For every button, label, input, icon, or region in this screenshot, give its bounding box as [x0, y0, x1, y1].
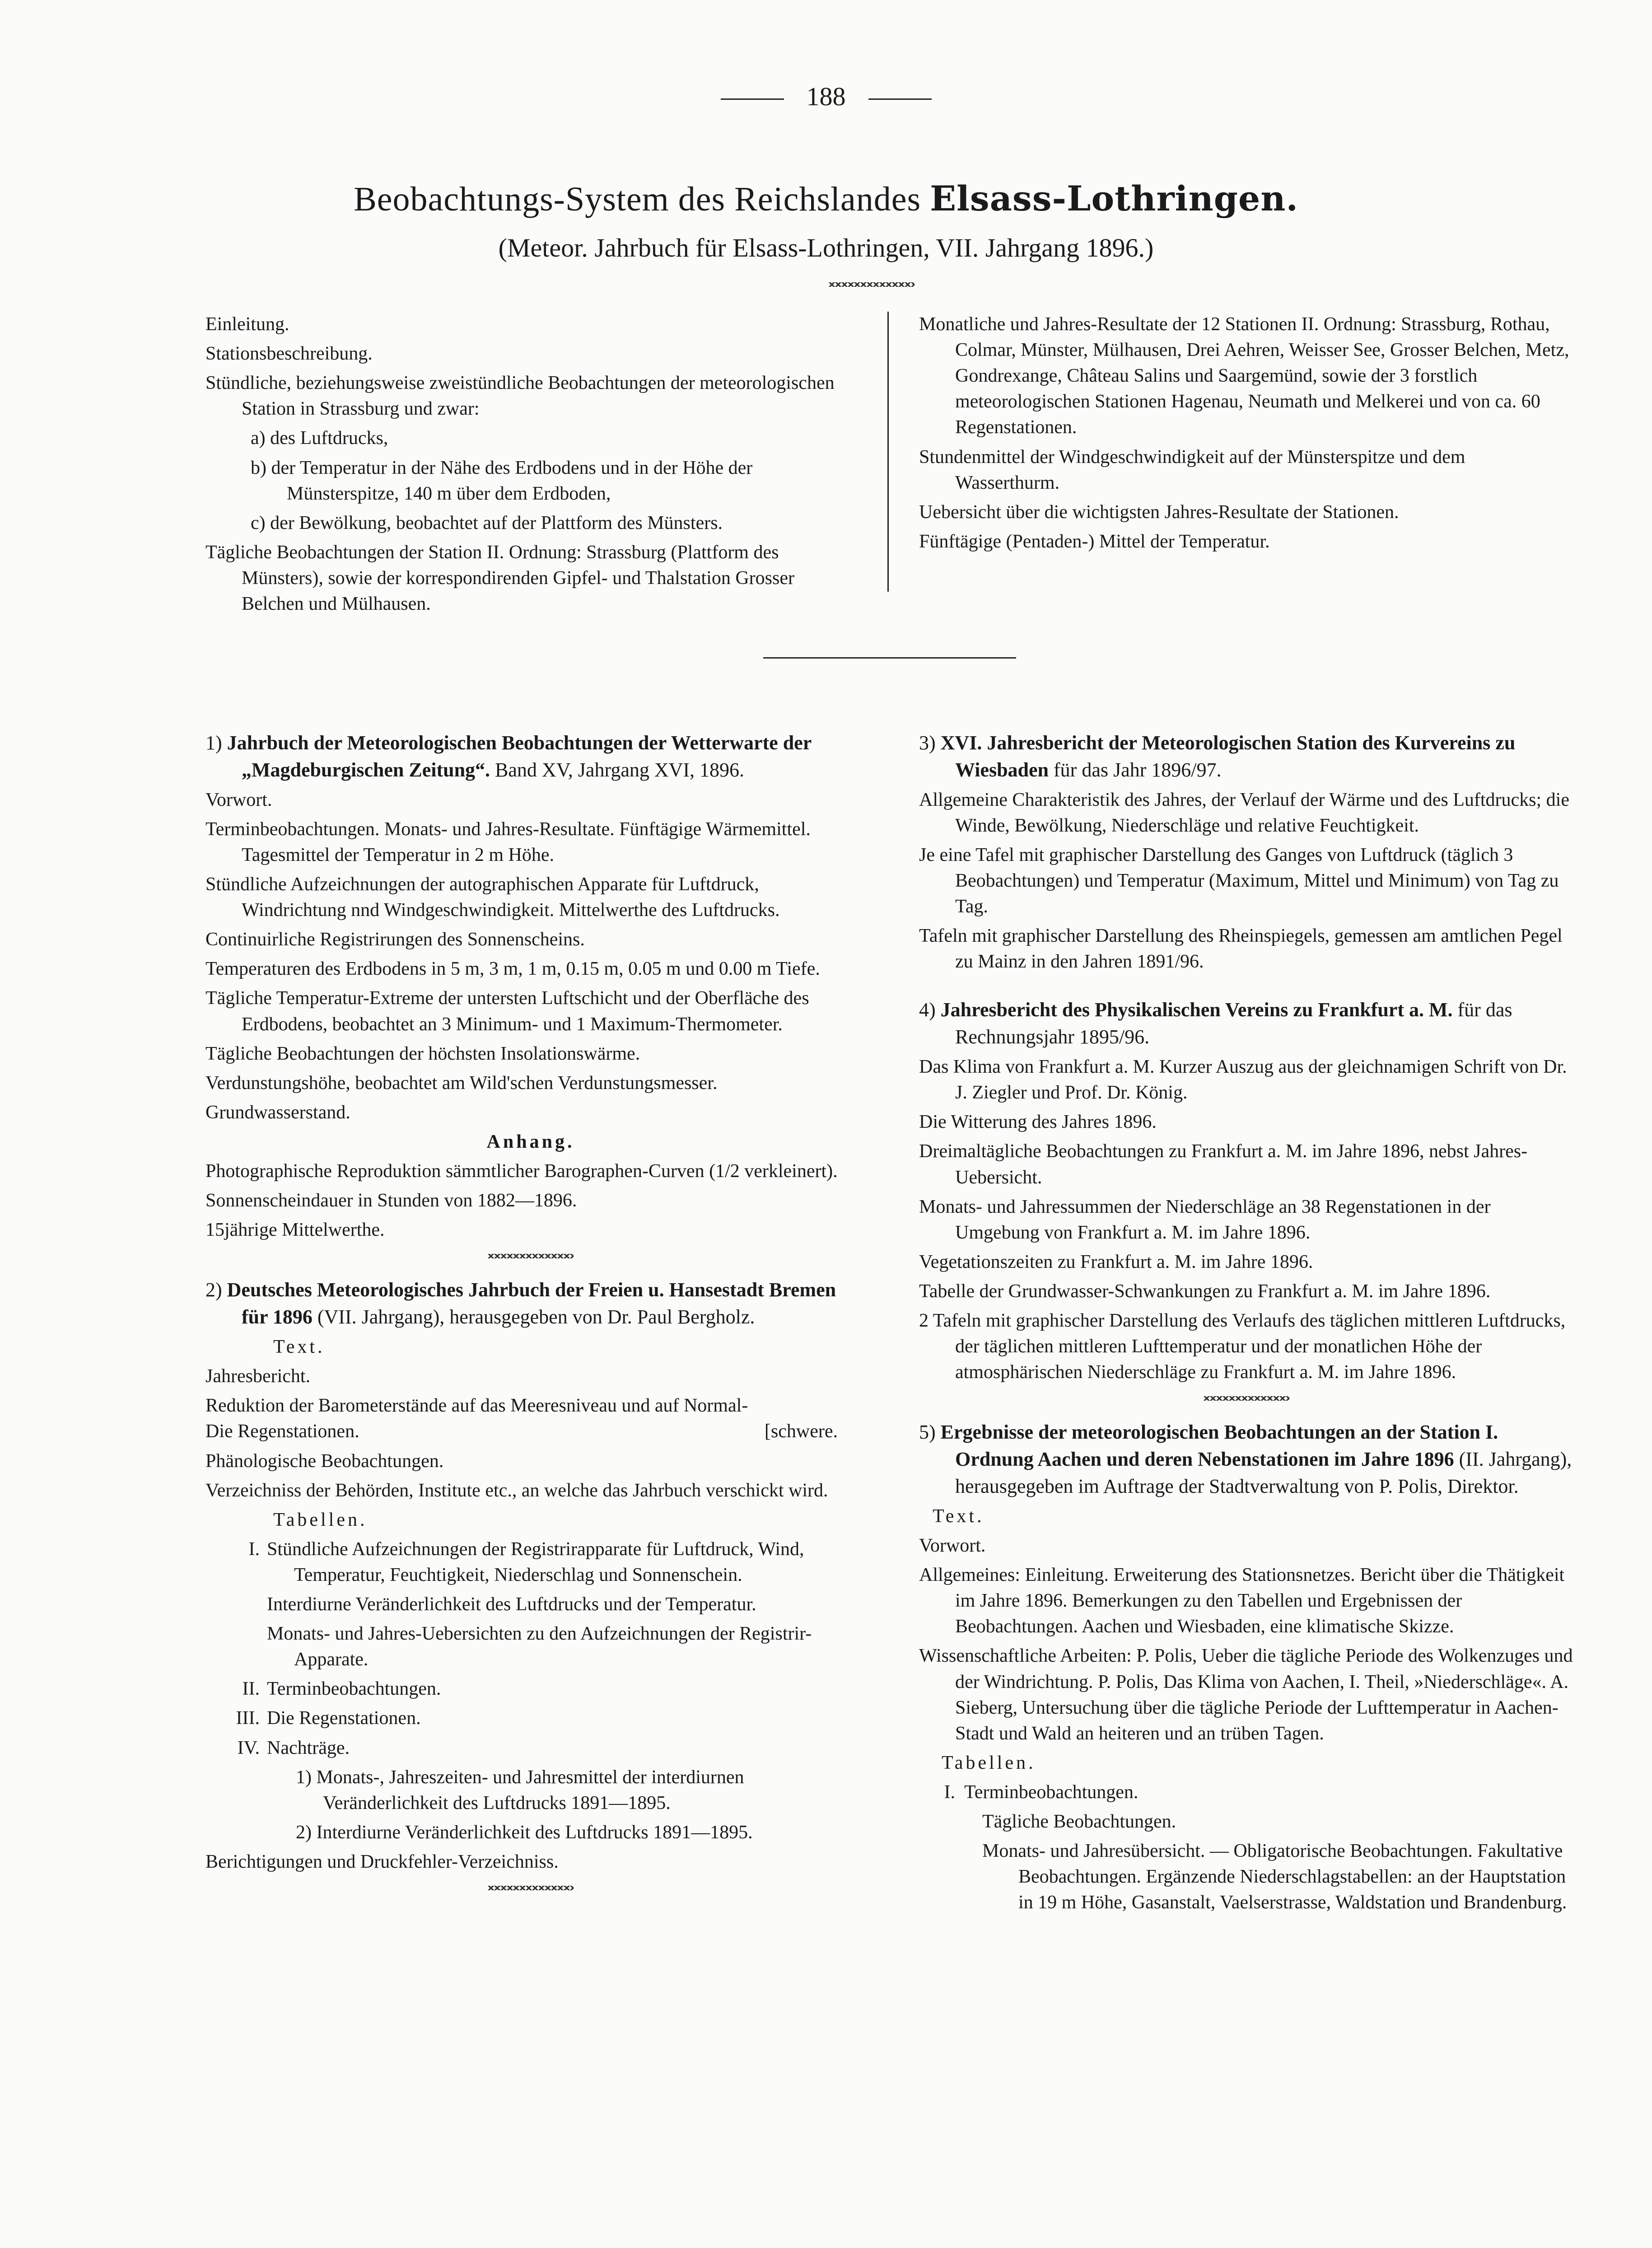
table-subitem: 2) Interdiurne Veränderlichkeit des Luftdrucks 1891—1895. — [296, 1822, 753, 1843]
entry-3-item: Je eine Tafel mit graphischer Darstellung des Ganges von Luftdruck (täglich 3 Beobachtungen) und Temperatur (Maximum, Mittel und Minimum) von Tag zu Tag. — [919, 844, 1559, 917]
ornament-divider — [488, 1886, 574, 1890]
ornament-divider — [829, 282, 915, 287]
appendix-item: 15jährige Mittelwerthe. — [205, 1220, 385, 1241]
entry-1-item: Verdunstungshöhe, beobachtet am Wild'schen Verdunstungsmesser. — [205, 1072, 718, 1094]
table-number: III. — [236, 1708, 260, 1729]
entry-3-item: Allgemeine Charakteristik des Jahres, der Verlauf der Wärme und des Luftdrucks; die Winde, Bewölkung, Niederschläge und relative Feuchtigkeit. — [919, 789, 1569, 836]
table-item: Monats- und Jahres-Uebersichten zu den Aufzeichnungen der Registrir-Apparate. — [267, 1623, 812, 1670]
entry-2-item: Phänologische Beobachtungen. — [205, 1450, 444, 1472]
entry-4-heading: 4) Jahresbericht des Physikalischen Vereins zu Frankfurt a. M. für das Rechnungsjahr 1895/96. — [919, 999, 1512, 1048]
entry-4-item: Die Witterung des Jahres 1896. — [919, 1112, 1157, 1133]
intro-item: Monatliche und Jahres-Resultate der 12 Stationen II. Ordnung: Strassburg, Rothau, Colmar, Münster, Mülhausen, Drei Aehren, Weisser See, Grosser Belchen, Metz, Gondrexange, Château Salins und Saargemünd, sowie der 3 forstlich meteorologischen Stationen Hagenau, Neumath und Melkerei und von ca. 60 Regenstationen. — [919, 314, 1569, 438]
table-entry — [205, 1676, 856, 1706]
table-item: Terminbeobachtungen. — [267, 1678, 441, 1700]
table-subitem: 1) Monats-, Jahreszeiten- und Jahresmittel der interdiurnen Veränderlichkeit des Luftdrucks 1891—1895. — [296, 1767, 744, 1813]
entry-1-item: Stündliche Aufzeichnungen der autographischen Apparate für Luftdruck, Windrichtung nnd Windgeschwindigkeit. Mittelwerthe des Luftdrucks. — [205, 874, 780, 921]
intro-subitem: a) des Luftdrucks, — [251, 428, 388, 449]
entry-3-heading: 3) XVI. Jahresbericht der Meteorologischen Station des Kurvereins zu Wiesbaden für das Jahr 1896/97. — [919, 732, 1516, 781]
right-column — [919, 729, 1574, 1920]
entry-4-item: Vegetationszeiten zu Frankfurt a. M. im Jahre 1896. — [919, 1251, 1313, 1272]
entry-5-heading: 5) Ergebnisse der meteorologischen Beobachtungen an der Station I. Ordnung Aachen und deren Nebenstationen im Jahre 1896 (II. Jahrgang), herausgegeben im Auftrage der Stadtverwaltung von P. Polis, Direktor. — [919, 1421, 1572, 1498]
intro-item: Tägliche Beobachtungen der Station II. Ordnung: Strassburg (Plattform des Münsters), sowie der korrespondirenden Gipfel- und Thalstation Grosser Belchen und Mülhausen. — [205, 542, 794, 615]
page-title: Beobachtungs-System des Reichslandes Elsass-Lothringen. — [354, 178, 1298, 219]
ornament-divider — [1204, 1396, 1289, 1401]
page-subtitle: (Meteor. Jahrbuch für Elsass-Lothringen, VII. Jahrgang 1896.) — [498, 233, 1154, 262]
table-number: IV. — [237, 1737, 260, 1758]
appendix-item: Sonnenscheindauer in Stunden von 1882—1896. — [205, 1190, 577, 1211]
intro-item: Uebersicht über die wichtigsten Jahres-Resultate der Stationen. — [919, 501, 1399, 523]
entry-1-item: Temperaturen des Erdbodens in 5 m, 3 m, 1 m, 0.15 m, 0.05 m und 0.00 m Tiefe. — [205, 958, 820, 980]
table-item: Interdiurne Veränderlichkeit des Luftdrucks und der Temperatur. — [267, 1594, 756, 1615]
intro-item: Stationsbeschreibung. — [205, 343, 373, 365]
entry-4-item: Dreimaltägliche Beobachtungen zu Frankfurt a. M. im Jahre 1896, nebst Jahres-Uebersicht. — [919, 1141, 1528, 1188]
intro-right-column — [919, 312, 1574, 558]
intro-item: Stündliche, beziehungsweise zweistündliche Beobachtungen der meteorologischen Station in Strassburg und zwar: — [205, 373, 835, 420]
table-item: Stündliche Aufzeichnungen der Registrirapparate für Luftdruck, Wind, Temperatur, Feuchtigkeit, Niederschlag und Sonnenschein. — [267, 1538, 804, 1585]
entry-2-item: Die Regenstationen. — [205, 1421, 359, 1442]
entry-5-item: Vorwort. — [919, 1535, 986, 1556]
entry-4-item: Das Klima von Frankfurt a. M. Kurzer Auszug aus der gleichnamigen Schrift von Dr. J. Ziegler und Prof. Dr. König. — [919, 1056, 1567, 1103]
left-column — [205, 729, 856, 1890]
table-entry — [205, 1706, 856, 1735]
entry-2-item: [schwere. — [764, 1421, 838, 1442]
table-item: Die Regenstationen. — [267, 1708, 421, 1729]
entry-5-item: Wissenschaftliche Arbeiten: P. Polis, Ueber die tägliche Periode des Wolkenzuges und der Windrichtung. P. Polis, Das Klima von Aachen, I. Theil, »Niederschläge«. A. Sieberg, Untersuchung über die tägliche Periode der Lufttemperatur in Aachen-Stadt und Wald an heiteren und an trüben Tagen. — [919, 1645, 1573, 1744]
entry-1-item: Tägliche Beobachtungen der höchsten Insolationswärme. — [205, 1043, 640, 1064]
entry-1-heading: 1) Jahrbuch der Meteorologischen Beobachtungen der Wetterwarte der „Magdeburgischen Zeitung“. Band XV, Jahrgang XVI, 1896. — [205, 732, 812, 781]
appendix-item: Photographische Reproduktion sämmtlicher Barographen-Curven (1/2 verkleinert). — [205, 1161, 838, 1182]
table-item: Terminbeobachtungen. — [964, 1781, 1139, 1803]
entry-1-item: Terminbeobachtungen. Monats- und Jahres-Resultate. Fünftägige Wärmemittel. Tagesmittel der Temperatur in 2 m Höhe. — [205, 818, 811, 865]
ornament-divider — [488, 1254, 574, 1258]
entry-2-item: Berichtigungen und Druckfehler-Verzeichniss. — [205, 1851, 559, 1873]
intro-subitem: b) der Temperatur in der Nähe des Erdbodens und in der Höhe der Münsterspitze, 140 m über dem Erdboden, — [251, 457, 753, 504]
tables-label: Tabellen. — [273, 1509, 368, 1530]
section-rule — [763, 657, 1016, 659]
intro-subitem: c) der Bewölkung, beobachtet auf der Plattform des Münsters. — [251, 512, 723, 533]
entry-1-item: Vorwort. — [205, 789, 272, 810]
table-item: Nachträge. — [267, 1737, 350, 1758]
intro-item: Stundenmittel der Windgeschwindigkeit auf der Münsterspitze und dem Wasserthurm. — [919, 446, 1465, 493]
text-label: Text. — [933, 1505, 985, 1527]
entry-4-item: Tabelle der Grundwasser-Schwankungen zu Frankfurt a. M. im Jahre 1896. — [919, 1281, 1491, 1302]
entry-4-item: 2 Tafeln mit graphischer Darstellung des Verlaufs des täglichen mittleren Luftdrucks, der täglichen mittleren Lufttemperatur und der monatlichen Höhe der atmosphärischen Niederschläge zu Frankfurt a. M. im Jahre 1896. — [919, 1310, 1566, 1383]
table-entry — [205, 1735, 856, 1765]
entry-1-item: Grundwasserstand. — [205, 1102, 350, 1123]
entry-3-item: Tafeln mit graphischer Darstellung des Rheinspiegels, gemessen am amtlichen Pegel zu Mainz in den Jahren 1891/96. — [919, 925, 1563, 972]
entry-2-item: Verzeichniss der Behörden, Institute etc., an welche das Jahrbuch verschickt wird. — [205, 1480, 828, 1501]
table-number: II. — [242, 1678, 260, 1700]
intro-item: Fünftägige (Pentaden-) Mittel der Temperatur. — [919, 531, 1270, 552]
appendix-heading: Anhang. — [486, 1131, 575, 1152]
entry-5-item: Allgemeines: Einleitung. Erweiterung des Stationsnetzes. Bericht über die Thätigkeit im Jahre 1896. Bemerkungen zu den Tabellen und Ergebnissen der Beobachtungen. Aachen und Wiesbaden, eine klimatische Skizze. — [919, 1565, 1565, 1637]
table-subitem: Monats- und Jahresübersicht. — Obligatorische Beobachtungen. Fakultative Beobachtungen. Ergänzende Niederschlagstabellen: an der Hauptstation in 19 m Höhe, Gasanstalt, Vaelserstrasse, Waldstation und Brandenburg. — [982, 1841, 1567, 1913]
table-entry — [205, 1537, 856, 1677]
entry-2-item: Reduktion der Barometerstände auf das Meeresniveau und auf Normal- — [205, 1395, 748, 1416]
text-label: Text. — [273, 1337, 325, 1358]
tables-label: Tabellen. — [942, 1752, 1036, 1773]
table-number: I. — [248, 1538, 260, 1560]
entry-1-item: Continuirliche Registrirungen des Sonnenscheins. — [205, 929, 585, 950]
entry-2-row — [205, 1419, 856, 1444]
entry-2-heading: 2) Deutsches Meteorologisches Jahrbuch der Freien u. Hansestadt Bremen für 1896 (VII. Jahrgang), herausgegeben von Dr. Paul Bergholz. — [205, 1279, 836, 1328]
intro-left-column — [205, 312, 856, 621]
entry-4-item: Monats- und Jahressummen der Niederschläge an 38 Regenstationen in der Umgebung von Frankfurt a. M. im Jahre 1896. — [919, 1196, 1491, 1243]
table-subitem: Tägliche Beobachtungen. — [982, 1811, 1176, 1832]
page-number: 188 — [0, 81, 1652, 112]
entry-1-item: Tägliche Temperatur-Extreme der untersten Luftschicht und der Oberfläche des Erdbodens, beobachtet an 3 Minimum- und 1 Maximum-Thermometer. — [205, 988, 809, 1035]
intro-item: Einleitung. — [205, 314, 289, 335]
table-entry — [919, 1780, 1574, 1809]
table-number: I. — [944, 1781, 955, 1803]
entry-2-item: Jahresbericht. — [205, 1366, 311, 1387]
column-divider — [887, 312, 889, 592]
